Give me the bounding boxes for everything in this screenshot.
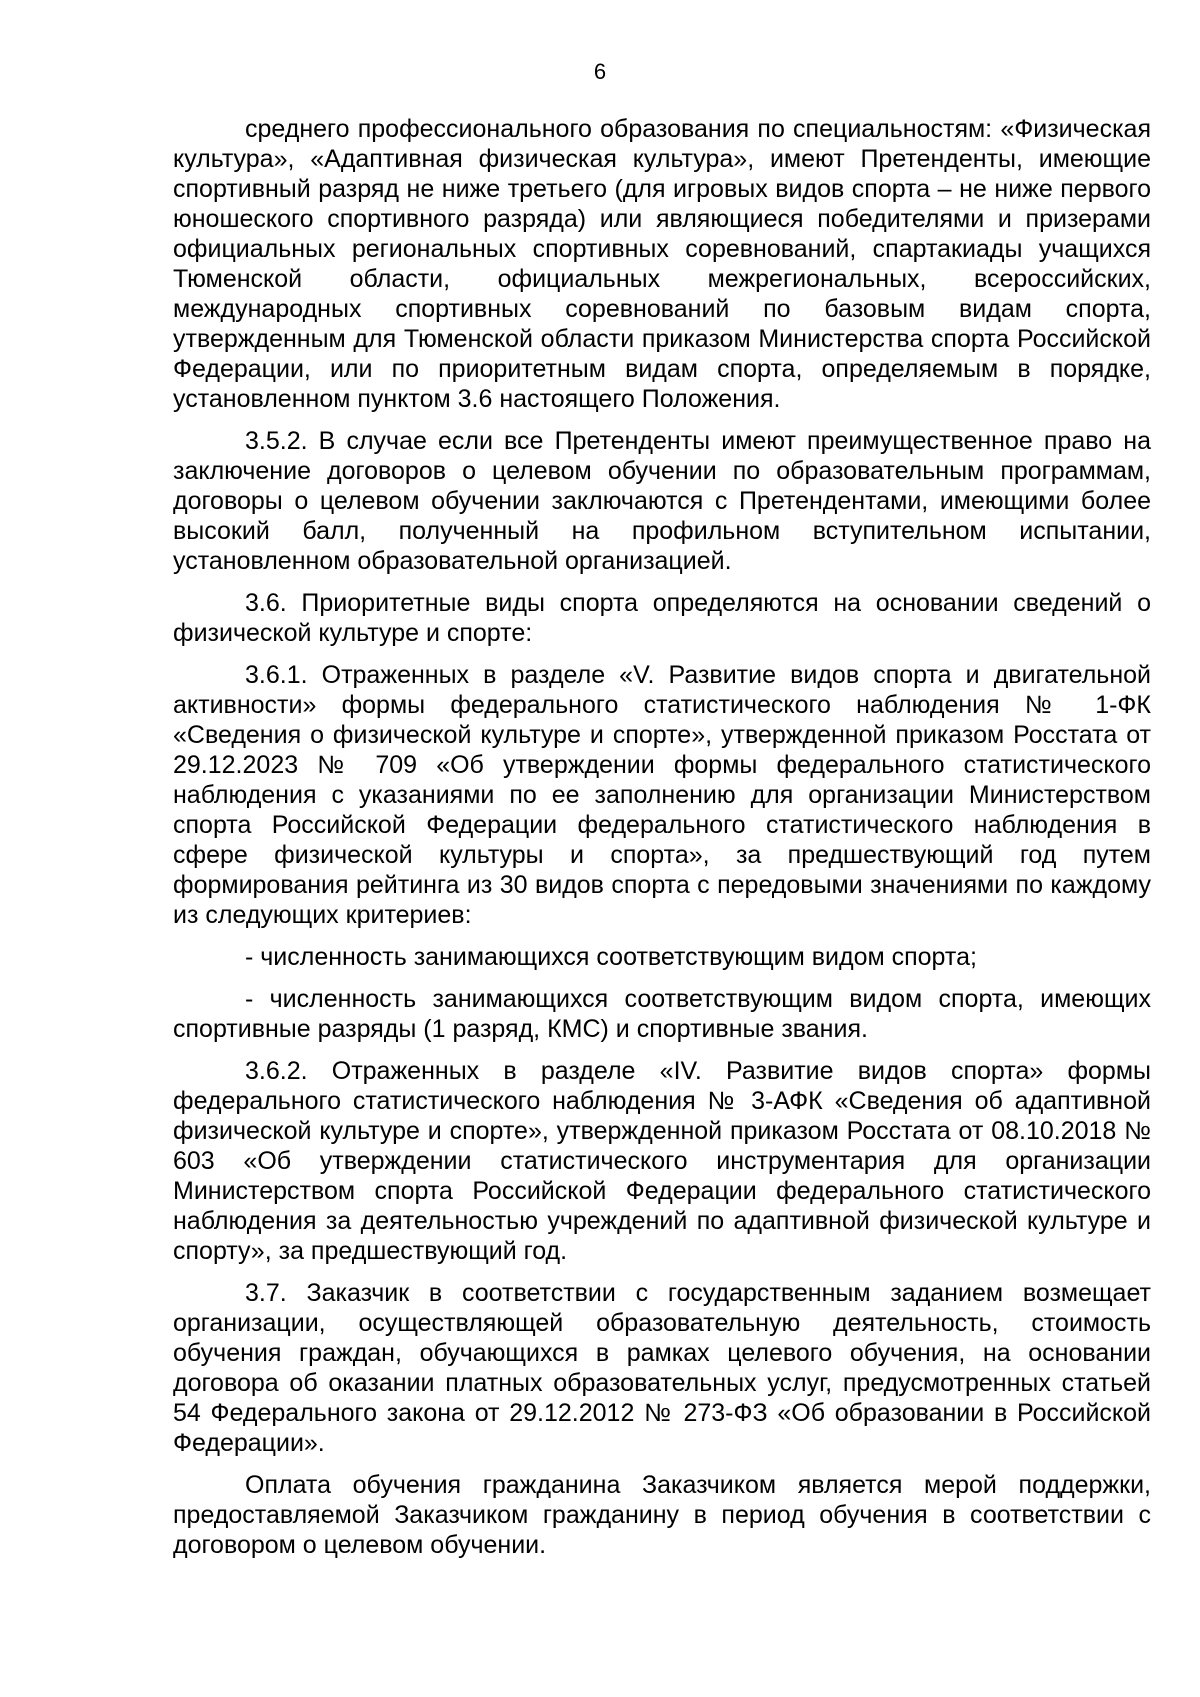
list-item-criterion-1: - численность занимающихся соответствующим видом спорта; bbox=[245, 943, 977, 971]
paragraph-payment-support: Оплата обучения гражданина Заказчиком является мерой поддержки, предоставляемой Заказчиком гражданину в период обучения в соответствии с договором о целевом обучении. bbox=[173, 1471, 1151, 1559]
paragraph-3-6-2: 3.6.2. Отраженных в разделе «IV. Развитие видов спорта» формы федерального статистического наблюдения № 3-АФК «Сведения об адаптивной физической культуре и спорте», утвержденной приказом Росстата от 08.10.2018 № 603 «Об утверждении статистического инструментария для организации Министерством спорта Российской Федерации федерального статистического наблюдения за деятельностью учреждений по адаптивной физической культуре и спорту», за предшествующий год. bbox=[173, 1057, 1151, 1265]
paragraph-3-6: 3.6. Приоритетные виды спорта определяются на основании сведений о физической культуре и спорте: bbox=[173, 589, 1151, 647]
paragraph-specialties: среднего профессионального образования по специальностям: «Физическая культура», «Адаптивная физическая культура», имеют Претенденты, имеющие спортивный разряд не ниже третьего (для игровых видов спорта – не ниже первого юношеского спортивного разряда) или являющиеся победителями и призерами официальных региональных спортивных соревнований, спартакиады учащихся Тюменской области, официальных межрегиональных, всероссийских, международных спортивных соревнований по базовым видам спорта, утвержденным для Тюменской области приказом Министерства спорта Российской Федерации, или по приоритетным видам спорта, определяемым в порядке, установленном пунктом 3.6 настоящего Положения. bbox=[173, 115, 1151, 413]
page-number: 6 bbox=[593, 59, 607, 84]
list-item-criterion-2: - численность занимающихся соответствующим видом спорта, имеющих спортивные разряды (1 разряд, КМС) и спортивные звания. bbox=[173, 985, 1151, 1043]
paragraph-3-7: 3.7. Заказчик в соответствии с государственным заданием возмещает организации, осуществляющей образовательную деятельность, стоимость обучения граждан, обучающихся в рамках целевого обучения, на основании договора об оказании платных образовательных услуг, предусмотренных статьей 54 Федерального закона от 29.12.2012 № 273-ФЗ «Об образовании в Российской Федерации». bbox=[173, 1279, 1151, 1457]
paragraph-3-5-2: 3.5.2. В случае если все Претенденты имеют преимущественное право на заключение договоров о целевом обучении по образовательным программам, договоры о целевом обучении заключаются с Претендентами, имеющими более высокий балл, полученный на профильном вступительном испытании, установленном образовательной организацией. bbox=[173, 427, 1151, 575]
paragraph-3-6-1: 3.6.1. Отраженных в разделе «V. Развитие видов спорта и двигательной активности» формы федерального статистического наблюдения № 1-ФК «Сведения о физической культуре и спорте», утвержденной приказом Росстата от 29.12.2023 № 709 «Об утверждении формы федерального статистического наблюдения с указаниями по ее заполнению для организации Министерством спорта Российской Федерации федерального статистического наблюдения в сфере физической культуры и спорта», за предшествующий год путем формирования рейтинга из 30 видов спорта с передовыми значениями по каждому из следующих критериев: bbox=[173, 661, 1151, 929]
document-body bbox=[173, 114, 1151, 1560]
